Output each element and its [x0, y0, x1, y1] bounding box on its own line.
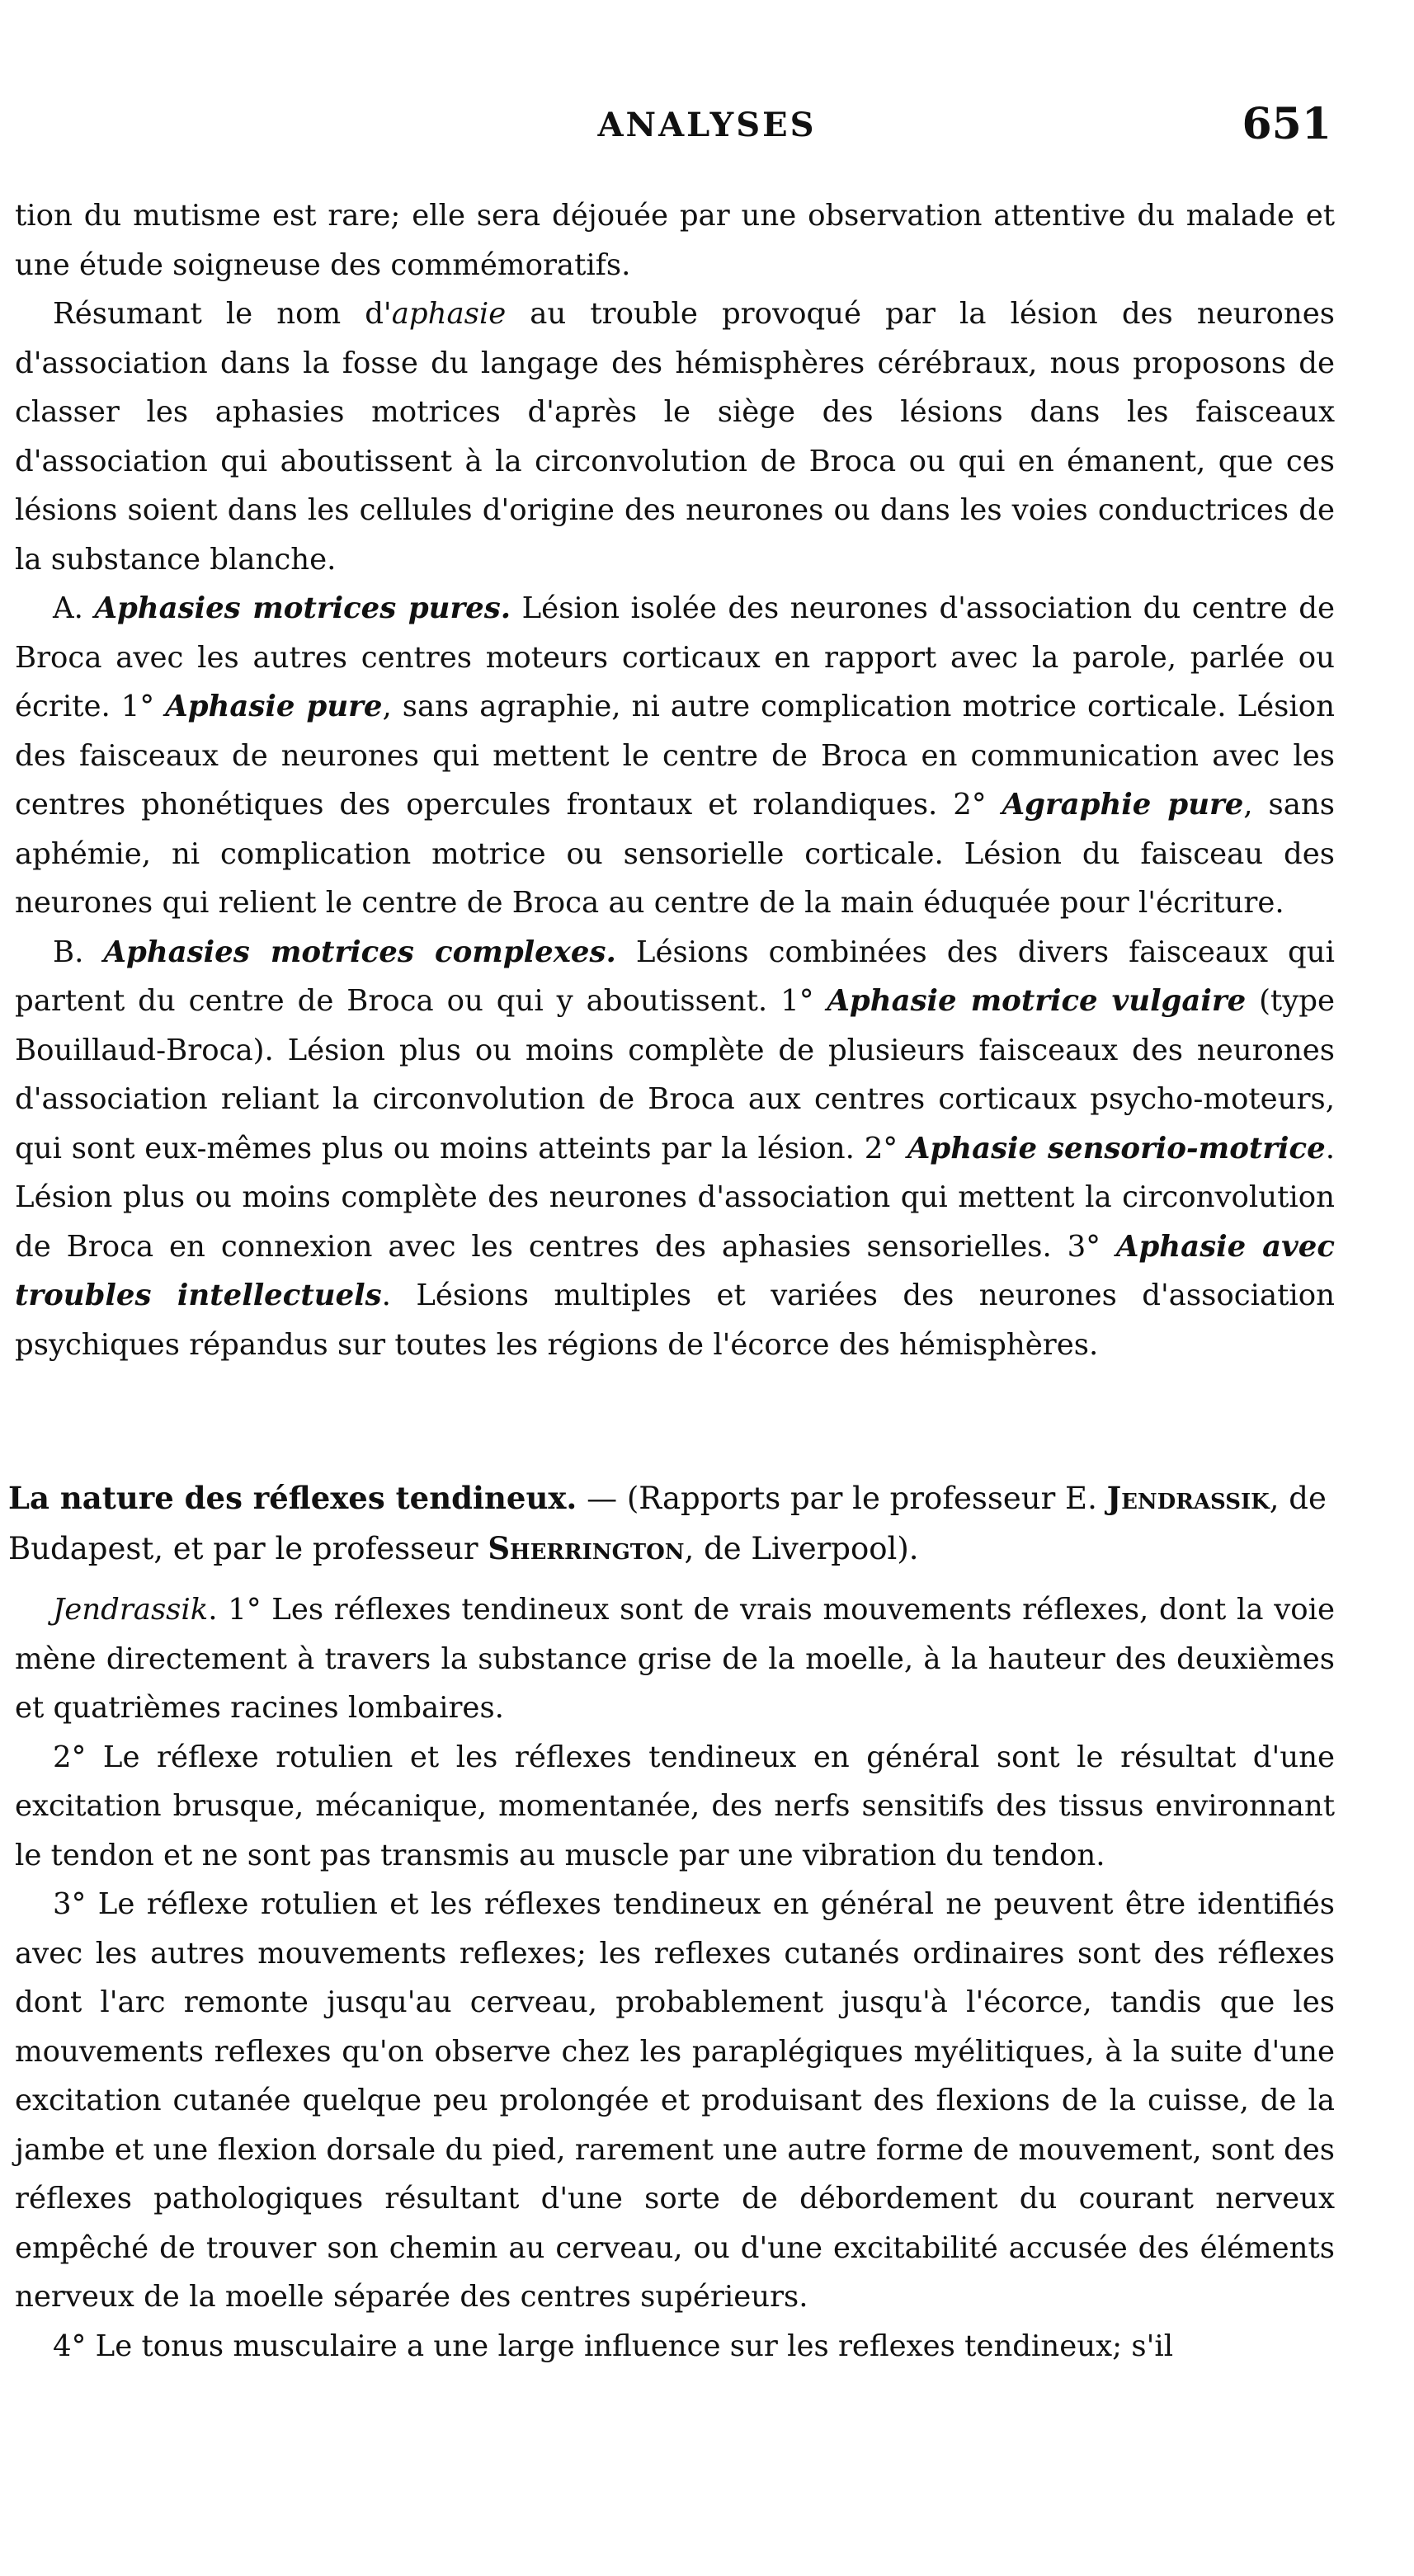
term-aphasies-motrices-complexes: Aphasies motrices complexes. [103, 935, 616, 969]
paragraph-point-2 [15, 1733, 1335, 1881]
page-header [33, 99, 1381, 157]
paragraph-aphasies-pures [15, 584, 1335, 928]
paragraph-text: 2° Le réflexe rotulien et les réflexes tendineux en général sont le résultat d'une excitation brusque, mécanique, momentanée, des nerfs sensitifs des tissus environnant le tendon et ne sont pas transmis au muscle par une vibration du tendon. [15, 1740, 1335, 1872]
paragraph-text: tion du mutisme est rare; elle sera déjouée par une observation attentive du malade et une étude soigneuse des commémoratifs. [15, 199, 1335, 282]
text-run: Lésion isolée des neurones d'association du centre de Broca avec les autres centres moteurs corticaux en rapport avec la parole, parlée ou écrite. 1° [15, 591, 1335, 723]
author-sherrington: Sherrington [488, 1530, 685, 1566]
text-run: , de Budapest, et par le professeur [8, 1481, 1327, 1566]
term-agraphie-pure: Agraphie pure [1002, 788, 1244, 822]
section-heading-line [8, 1473, 1336, 1574]
paragraph-point-3 [15, 1880, 1335, 2322]
text-run: Lésions combinées des divers faisceaux qui partent du centre de Broca ou qui y aboutissent. 1° [15, 935, 1335, 1018]
author-name: Jendrassik [53, 1593, 209, 1627]
paragraph-text: 3° Le réflexe rotulien et les réflexes tendineux en général ne peuvent être identifiés avec les autres mouvements reflexes; les reflexes cutanés ordinaires sont des réflexes dont l'arc remonte jusqu'au cerveau, probablement jusqu'à l'écorce, tandis que les mouvements reflexes qu'on observe chez les paraplégiques myélitiques, à la suite d'une excitation cutanée quelque peu prolongée et produisant des flexions de la cuisse, de la jambe et une flexion dorsale du pied, rarement une autre forme de mouvement, sont des réflexes pathologiques résultant d'une sorte de débordement du courant nerveux empêché de trouver son chemin au cerveau, ou d'une excitabilité accusée des éléments nerveux de la moelle séparée des centres supérieurs. [15, 1887, 1335, 2314]
term-aphasie-sensorio-motrice: Aphasie sensorio-motrice [907, 1131, 1326, 1166]
section-title: La nature des réflexes tendineux. [8, 1480, 577, 1516]
paragraph-aphasies-complexes [15, 928, 1335, 1370]
page-number: 651 [1242, 99, 1332, 149]
term-aphasie-pure: Aphasie pure [165, 690, 383, 723]
aphasia-text-block [15, 191, 1335, 1369]
paragraph-mutisme [15, 191, 1335, 290]
text-run: . Lésion plus ou moins complète des neurones d'association qui mettent la circonvolution de Broca en connexion avec les centres des aphasies sensorielles. 3° [15, 1131, 1335, 1264]
text-run: . 1° Les réflexes tendineux sont de vrais mouvements réflexes, dont la voie mène directement à travers la substance grise de la moelle, à la hauteur des deuxièmes et quatrièmes racines lombaires. [15, 1593, 1335, 1725]
paragraph-point-4 [15, 2322, 1335, 2371]
text-run: au trouble provoqué par la lésion des neurones d'association dans la fosse du langage des hémisphères cérébraux, nous proposons de classer les aphasies motrices d'après le siège des lésions dans les faisceaux d'association qui aboutissent à la circonvolution de Broca ou qui en émanent, que ces lésions soient dans les cellules d'origine des neurones ou dans les voies conductrices de la substance blanche. [15, 297, 1335, 577]
section-heading [8, 1473, 1336, 1574]
list-marker: A. [53, 591, 95, 625]
text-run: , sans aphémie, ni complication motrice ou sensorielle corticale. Lésion du faisceau des neurones qui relient le centre de Broca au centre de la main éduquée pour l'écriture. [15, 788, 1335, 920]
term-aphasie: aphasie [391, 297, 507, 331]
paragraph-point-1 [15, 1585, 1335, 1733]
term-aphasie-troubles-intellectuels: Aphasie avec troubles intellectuels [15, 1229, 1335, 1312]
running-title: ANALYSES [597, 106, 817, 144]
term-aphasies-motrices-pures: Aphasies motrices pures. [94, 591, 511, 625]
reflex-text-block [15, 1585, 1335, 2371]
list-marker: B. [53, 935, 104, 969]
term-aphasie-motrice-vulgaire: Aphasie motrice vulgaire [827, 984, 1247, 1018]
text-run: (type Bouillaud-Broca). Lésion plus ou moins complète de plusieurs faisceaux des neurones d'association reliant la circonvolution de Broca aux centres corticaux psycho-moteurs, qui sont eux-mêmes plus ou moins atteints par la lésion. 2° [15, 984, 1335, 1166]
paragraph-text: 4° Le tonus musculaire a une large influence sur les reflexes tendineux; s'il [53, 2329, 1174, 2363]
author-jendrassik: Jendrassik [1106, 1480, 1270, 1516]
text-run: — (Rapports par le professeur E. [577, 1481, 1107, 1516]
paragraph-classification [15, 290, 1335, 584]
text-run: , de Liverpool). [684, 1531, 919, 1566]
text-run: . Lésions multiples et variées des neurones d'association psychiques répandus sur toutes les régions de l'écorce des hémisphères. [15, 1279, 1335, 1362]
text-run: , sans agraphie, ni autre complication motrice corticale. Lésion des faisceaux de neurones qui mettent le centre de Broca en communication avec les centres phonétiques des opercules frontaux et rolandiques. 2° [15, 690, 1335, 822]
text-run: Résumant le nom d' [53, 297, 392, 331]
